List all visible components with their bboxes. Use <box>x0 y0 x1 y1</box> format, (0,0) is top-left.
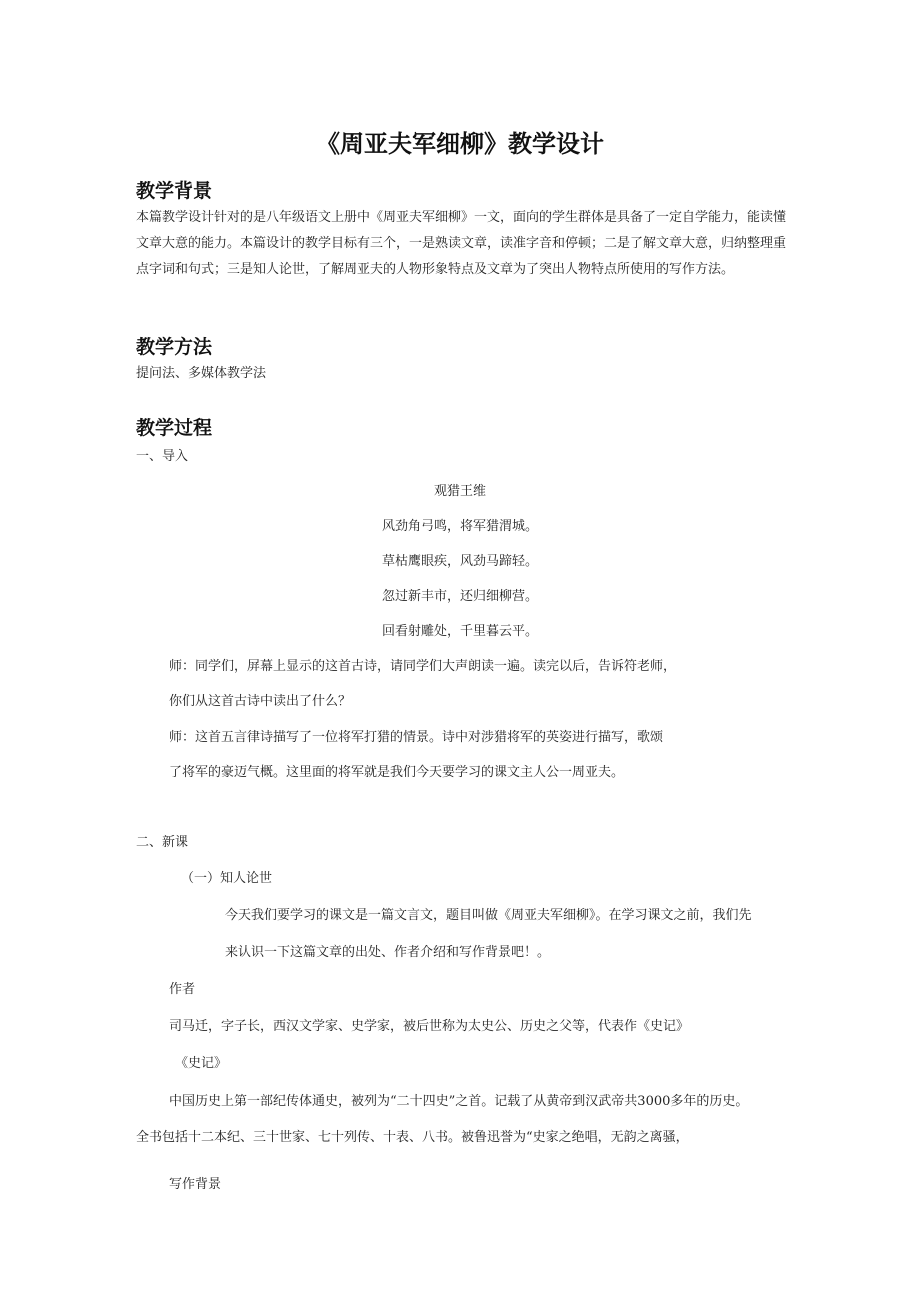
dialogue-line: 你们从这首古诗中读出了什么？ <box>169 694 352 709</box>
background-paragraph: 本篇教学设计针对的是八年级语文上册中《周亚夫军细柳》一文，面向的学生群体是具备了一定自学能力，能读懂文章大意的能力。本篇设计的教学目标有三个，一是熟读文章，读准字音和停顿；二是了解文章大意，归纳整理重点字词和句式；三是知人论世，了解周亚夫的人物形象特点及文章为了突出人物特点所使用的写作方法。 <box>136 210 787 277</box>
subsection-text-line: 今天我们要学习的课文是一篇文言文，题目叫做《周亚夫军细柳》。在学习课文之前，我们先 <box>225 908 752 923</box>
method-text: 提问法、多媒体教学法 <box>136 366 267 381</box>
subsection-label: （一）知人论世 <box>181 871 273 886</box>
heading-process: 教学过程 <box>136 417 213 439</box>
shiji-label: 《史记》 <box>175 1056 228 1071</box>
poem-line: 忽过新丰市，还归细柳营。 <box>381 589 538 604</box>
dialogue-line: 了将军的豪迈气概。这里面的将军就是我们今天要学习的课文主人公一周亚夫。 <box>169 765 625 780</box>
author-label: 作者 <box>169 982 196 997</box>
writing-background-label: 写作背景 <box>169 1177 222 1192</box>
poem-line: 回看射雕处，千里暮云平。 <box>381 624 538 639</box>
poem-title: 观猎王维 <box>433 484 486 499</box>
shiji-text-line: 中国历史上第一部纪传体通史，被列为“二十四史”之首。记载了从黄帝到汉武帝共3000多年的历史。 <box>169 1094 749 1109</box>
author-text: 司马迁，字子长，西汉文学家、史学家，被后世称为太史公、历史之父等，代表作《史记》 <box>169 1019 690 1034</box>
heading-method: 教学方法 <box>136 336 213 358</box>
document-title: 《周亚夫军细柳》教学设计 <box>316 130 604 158</box>
section-intro-label: 一、导入 <box>136 449 189 464</box>
section-new-lesson-label: 二、新课 <box>136 835 189 850</box>
heading-background: 教学背景 <box>136 180 213 202</box>
shiji-text-line: 全书包括十二本纪、三十世家、七十列传、十表、八书。被鲁迅誉为“史家之绝唱，无韵之离骚， <box>136 1130 689 1145</box>
dialogue-line: 师：这首五言律诗描写了一位将军打猎的情景。诗中对涉猎将军的英姿进行描写，歌颂 <box>169 730 664 745</box>
poem-line: 草枯鹰眼疾，风劲马蹄轻。 <box>381 554 538 569</box>
subsection-text-line: 来认识一下这篇文章的出处、作者介绍和写作背景吧！。 <box>225 945 551 960</box>
poem-line: 风劲角弓鸣，将军猎渭城。 <box>381 519 538 534</box>
dialogue-line: 师：同学们，屏幕上显示的这首古诗，请同学们大声朗读一遍。读完以后，告诉符老师， <box>169 659 677 674</box>
